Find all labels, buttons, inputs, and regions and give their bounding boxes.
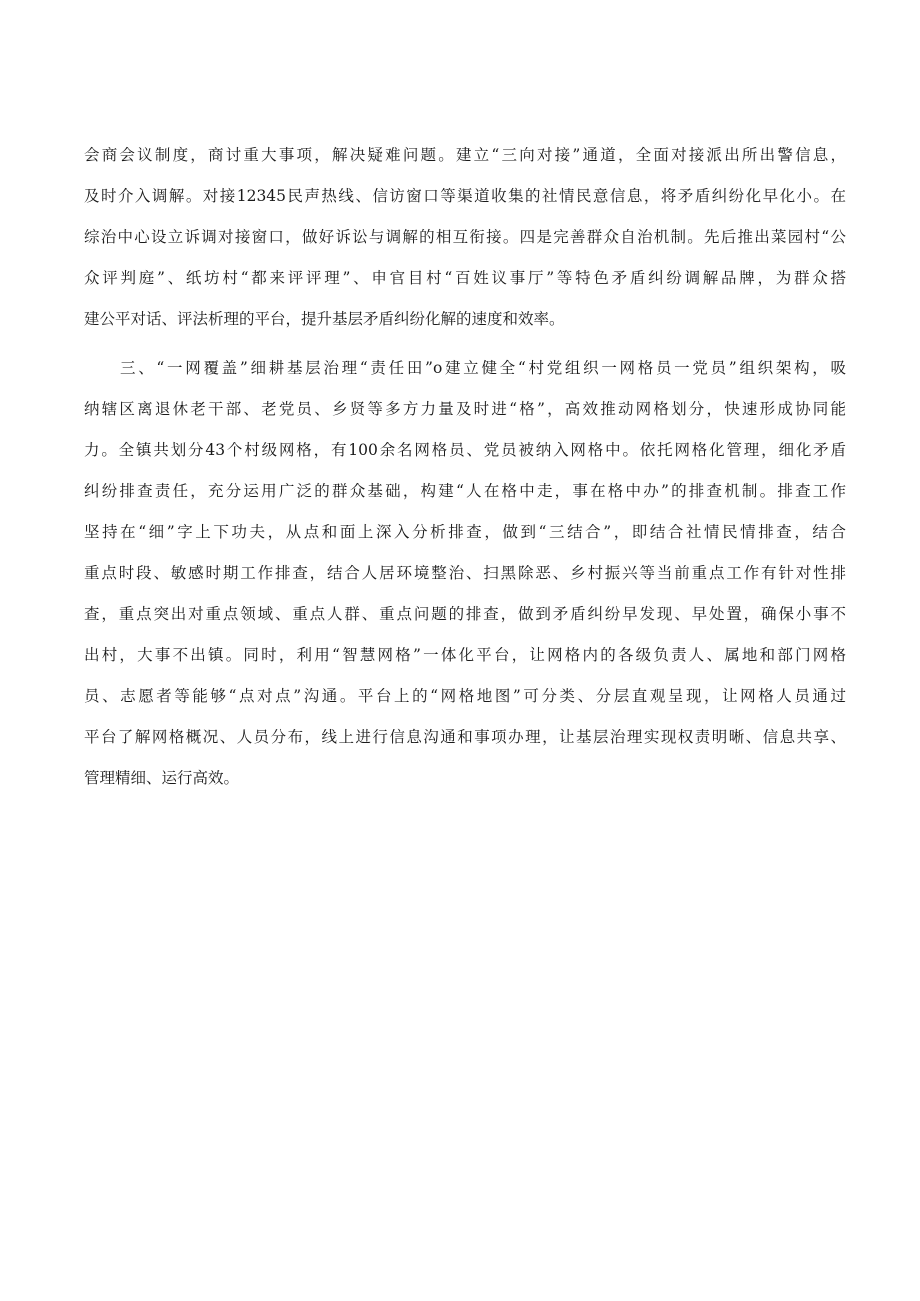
text-line: 出村，大事不出镇。同时，利用“智慧网格”一体化平台，让网格内的各级负责人、属地和部门网格 — [84, 646, 846, 664]
paragraph-2 — [84, 348, 846, 799]
paragraph-spacer — [84, 340, 846, 348]
text-line: 及时介入调解。对接12345民声热线、信访窗口等渠道收集的社情民意信息，将矛盾纠纷化早化小。在 — [84, 187, 846, 205]
text-line: 纳辖区离退休老干部、老党员、乡贤等多方力量及时进“格”，高效推动网格划分，快速形成协同能 — [84, 400, 846, 418]
text-line: 平台了解网格概况、人员分布，线上进行信息沟通和事项办理，让基层治理实现权责明晰、信息共享、 — [84, 728, 846, 746]
text-line: 三、“一网覆盖”细耕基层治理“责任田”o建立健全“村党组织一网格员一党员”组织架构，吸 — [120, 359, 846, 377]
text-line: 纠纷排查责任，充分运用广泛的群众基础，构建“人在格中走，事在格中办”的排查机制。排查工作 — [84, 482, 846, 500]
paragraph-1 — [84, 135, 846, 340]
text-line: 综治中心设立诉调对接窗口，做好诉讼与调解的相互衔接。四是完善群众自治机制。先后推出菜园村“公 — [84, 228, 846, 246]
text-line: 员、志愿者等能够“点对点”沟通。平台上的“网格地图”可分类、分层直观呈现，让网格人员通过 — [84, 687, 846, 705]
text-line: 建公平对话、评法析理的平台，提升基层矛盾纠纷化解的速度和效率。 — [84, 310, 565, 328]
text-line: 会商会议制度，商讨重大事项，解决疑难问题。建立“三向对接”通道，全面对接派出所出警信息， — [84, 146, 846, 164]
document-body — [84, 135, 846, 799]
text-line: 管理精细、运行高效。 — [84, 769, 240, 787]
text-line: 查，重点突出对重点领域、重点人群、重点问题的排查，做到矛盾纠纷早发现、早处置，确保小事不 — [84, 605, 846, 623]
text-line: 坚持在“细”字上下功夫，从点和面上深入分析排查，做到“三结合”，即结合社情民情排查，结合 — [84, 523, 846, 541]
text-line: 力。全镇共划分43个村级网格，有100余名网格员、党员被纳入网格中。依托网格化管理，细化矛盾 — [84, 441, 846, 459]
text-line: 重点时段、敏感时期工作排查，结合人居环境整治、扫黑除恶、乡村振兴等当前重点工作有针对性排 — [84, 564, 846, 582]
text-line: 众评判庭”、纸坊村“都来评评理”、申官目村“百姓议事厅”等特色矛盾纠纷调解品牌，为群众搭 — [84, 269, 846, 287]
